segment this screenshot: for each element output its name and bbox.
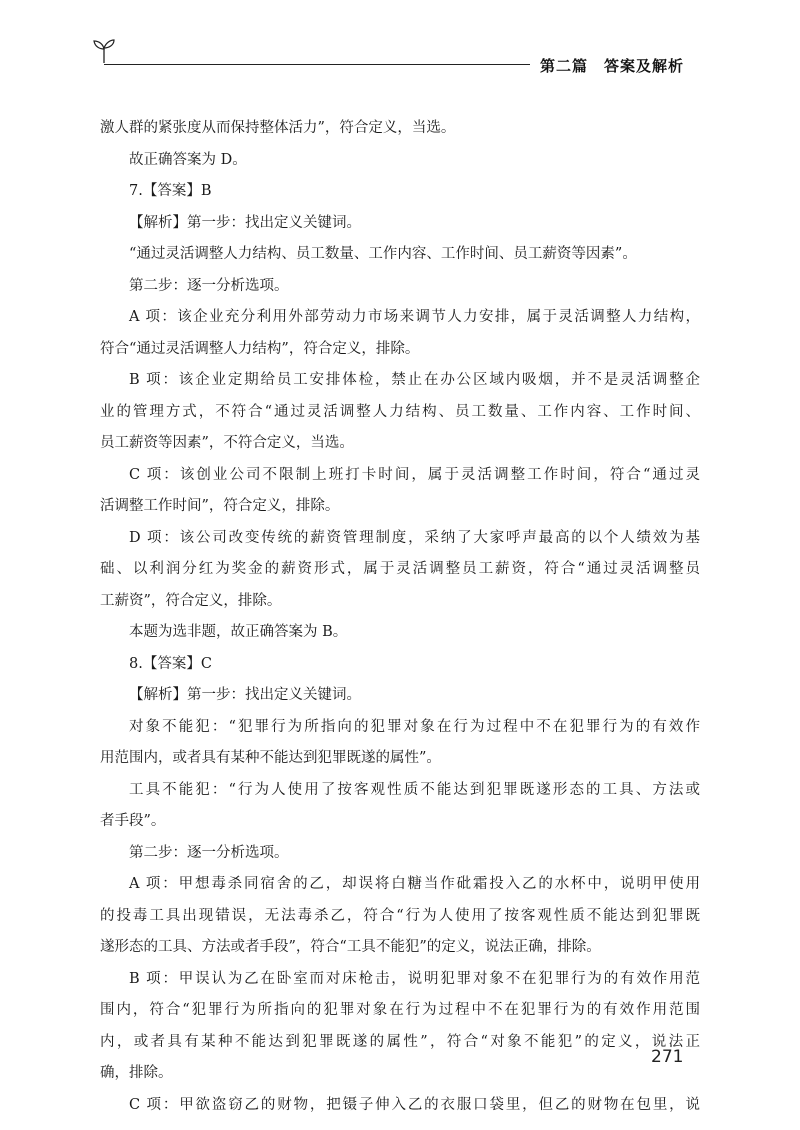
text-line: B 项：甲误认为乙在卧室而对床枪击，说明犯罪对象不在犯罪行为的有效作用范: [129, 970, 700, 987]
text-line: 【解析】第一步：找出定义关键词。: [129, 214, 361, 231]
text-line: C 项：该创业公司不限制上班打卡时间，属于灵活调整工作时间，符合“通过灵: [129, 466, 700, 483]
text-line: 激人群的紧张度从而保持整体活力”，符合定义，当选。: [100, 120, 456, 136]
header-rule: [104, 64, 530, 65]
text-line: D 项：该公司改变传统的薪资管理制度，采纳了大家呼声最高的以个人绩效为基: [129, 529, 700, 546]
answer-explanation-body: [100, 113, 700, 1121]
text-line: 围内，符合“犯罪行为所指向的犯罪对象在行为过程中不在犯罪行为的有效作用范围: [100, 1002, 700, 1018]
text-line: 8.【答案】C: [129, 655, 212, 672]
text-line: 第二步：逐一分析选项。: [129, 844, 289, 861]
text-line: 内，或者具有某种不能达到犯罪既遂的属性”，符合“对象不能犯”的定义，说法正: [100, 1033, 700, 1050]
text-line: 7.【答案】B: [129, 183, 212, 199]
text-line: A 项：该企业充分利用外部劳动力市场来调节人力安排，属于灵活调整人力结构，: [129, 309, 700, 325]
text-line: 故正确答案为 D。: [129, 151, 247, 168]
section-title: 第二篇 答案及解析: [540, 57, 685, 75]
text-line: 用范围内，或者具有某种不能达到犯罪既遂的属性”。: [100, 750, 441, 766]
text-line: 【解析】第一步：找出定义关键词。: [129, 687, 361, 703]
text-line: 员工薪资等因素”，不符合定义，当选。: [100, 435, 354, 451]
text-line: 工具不能犯：“行为人使用了按客观性质不能达到犯罪既遂形态的工具、方法或: [129, 781, 700, 798]
text-line: B 项：该企业定期给员工安排体检，禁止在办公区域内吸烟，并不是灵活调整企: [129, 372, 700, 388]
text-line: 遂形态的工具、方法或者手段”，符合“工具不能犯”的定义，说法正确，排除。: [100, 939, 601, 955]
text-line: A 项：甲想毒杀同宿舍的乙，却误将白糖当作砒霜投入乙的水杯中，说明甲使用: [129, 876, 700, 892]
text-line: C 项：甲欲盗窃乙的财物，把镊子伸入乙的衣服口袋里，但乙的财物在包里，说: [129, 1096, 700, 1113]
text-line: 础、以利润分红为奖金的薪资形式，属于灵活调整员工薪资，符合“通过灵活调整员: [100, 561, 700, 577]
text-line: 第二步：逐一分析选项。: [129, 277, 289, 294]
text-line: 符合“通过灵活调整人力结构”，符合定义，排除。: [100, 340, 420, 357]
text-line: 本题为选非题，故正确答案为 B。: [129, 624, 348, 640]
text-line: 的投毒工具出现错误，无法毒杀乙，符合“行为人使用了按客观性质不能达到犯罪既: [100, 907, 700, 924]
text-line: 业的管理方式，不符合“通过灵活调整人力结构、员工数量、工作内容、工作时间、: [100, 403, 700, 420]
text-line: 确，排除。: [100, 1065, 173, 1081]
sprout-icon: [92, 38, 116, 64]
text-line: 活调整工作时间”，符合定义，排除。: [100, 498, 340, 514]
text-line: 对象不能犯：“犯罪行为所指向的犯罪对象在行为过程中不在犯罪行为的有效作: [129, 718, 700, 735]
text-line: 者手段”。: [100, 813, 166, 829]
text-line: “通过灵活调整人力结构、员工数量、工作内容、工作时间、员工薪资等因素”。: [129, 246, 637, 262]
text-line: 工薪资”，符合定义，排除。: [100, 592, 282, 609]
page-number: 271: [651, 1047, 684, 1067]
